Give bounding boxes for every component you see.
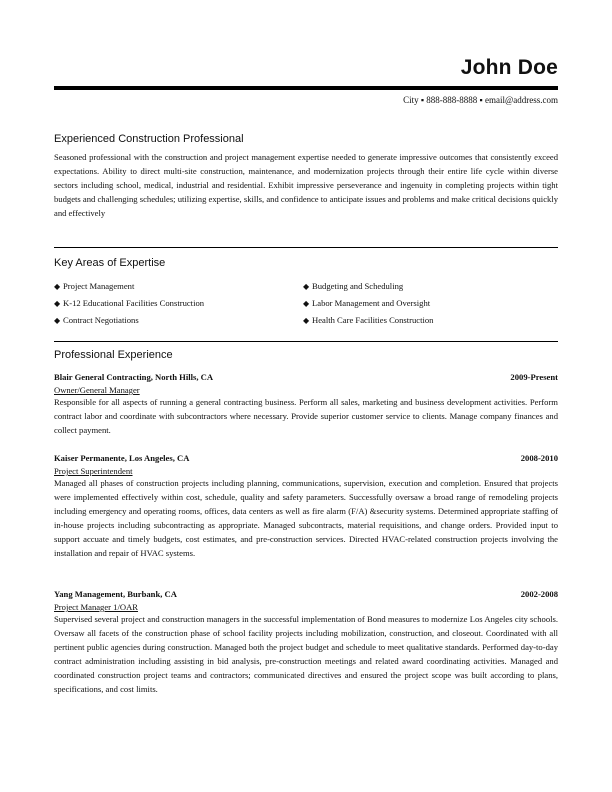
list-item: ◆ K-12 Educational Facilities Construction (54, 298, 205, 308)
job-company: Blair General Contracting, North Hills, CA (54, 372, 214, 382)
job-role: Owner/General Manager (54, 385, 140, 395)
expertise-rule (54, 341, 558, 342)
job-description: Supervised several project and construction managers in the successful implementation of Bond measures to modernize Los Angeles city schools. Oversaw all facets of the construction phase of school facility projects including mobilization, construction, and closeout. Coordinated with all pertinent public agencies during construction. Managed both the project budget and schedule to meet qualitative standards. Performed day-to-day contract administration including assisting in bid analysis, pre-construction meetings and related award coordinating activities. Managed and coordinated construction project teams and contractors; communicated directives and ensured the project scope was built according to plans, specifications, and cost limits. (54, 614, 558, 694)
expertise-heading: Key Areas of Expertise (54, 257, 166, 269)
job-dates: 2009-Present (510, 372, 558, 382)
bullet-icon: ◆ (303, 299, 310, 308)
job-company: Yang Management, Burbank, CA (54, 589, 177, 599)
candidate-name: John Doe (460, 56, 558, 79)
job-header (54, 453, 558, 463)
job-company: Kaiser Permanente, Los Angeles, CA (54, 453, 190, 463)
list-item: ◆ Contract Negotiations (54, 315, 139, 325)
job-role: Project Superintendent (54, 466, 133, 476)
summary-text: Seasoned professional with the construction and project management expertise needed to generate impressive outcomes that consistently exceed expectations. Ability to direct multi-site construction, maintenance, and modernization projects through their entire life cycle within diverse sectors including school, medical, industrial and residential. Exhibit impressive perseverance and ingenuity in completing projects within tight budgets and challenging schedules; utilizing expertise, skills, and confidence to anticipate issues and problems and make critical decisions quickly and effectively (54, 152, 558, 218)
summary-rule (54, 247, 558, 248)
bullet-icon: ◆ (303, 282, 310, 291)
job-header (54, 589, 558, 599)
job-dates: 2008-2010 (520, 453, 558, 463)
bullet-icon: ◆ (54, 316, 61, 325)
contact-line: City ▪ 888-888-8888 ▪ email@address.com (403, 95, 558, 105)
experience-heading: Professional Experience (54, 349, 173, 361)
list-item: ◆ Health Care Facilities Construction (303, 315, 434, 325)
list-item: ◆ Labor Management and Oversight (303, 298, 431, 308)
job-description: Managed all phases of construction projects including planning, communications, supervision, execution and completion. Ensured that projects were implemented effectively within cost, schedule, quality and safety parameters. Successfully oversaw a broad range of remodeling projects including emergency and operating rooms, offices, data centers as well as fire alarm (F/A) &security systems. Determined appropriate staffing of in-house projects including subcontracting as appropriate. Managed subcontracts, material requisitions, and change orders. Provided input to support accuate and timely budgets, cost estimates, and pre-construction services. Directed HVAC-related construction projects involving the installation and repair of HVAC systems. (54, 478, 558, 558)
job-description: Responsible for all aspects of running a general contracting business. Perform all sales, marketing and business development activities. Perform contract labor and coordinate with subcontractors where necessary. Provide superior customer service to clients. Manage company finances and collect payment. (54, 397, 558, 435)
job-role: Project Manager 1/OAR (54, 602, 139, 612)
header-rule (54, 86, 558, 90)
bullet-icon: ◆ (303, 316, 310, 325)
summary-heading: Experienced Construction Professional (54, 133, 244, 145)
job-header (54, 372, 558, 382)
bullet-icon: ◆ (54, 282, 61, 291)
list-item: ◆ Budgeting and Scheduling (303, 281, 404, 291)
bullet-icon: ◆ (54, 299, 61, 308)
list-item: ◆ Project Management (54, 281, 135, 291)
job-dates: 2002-2008 (520, 589, 558, 599)
